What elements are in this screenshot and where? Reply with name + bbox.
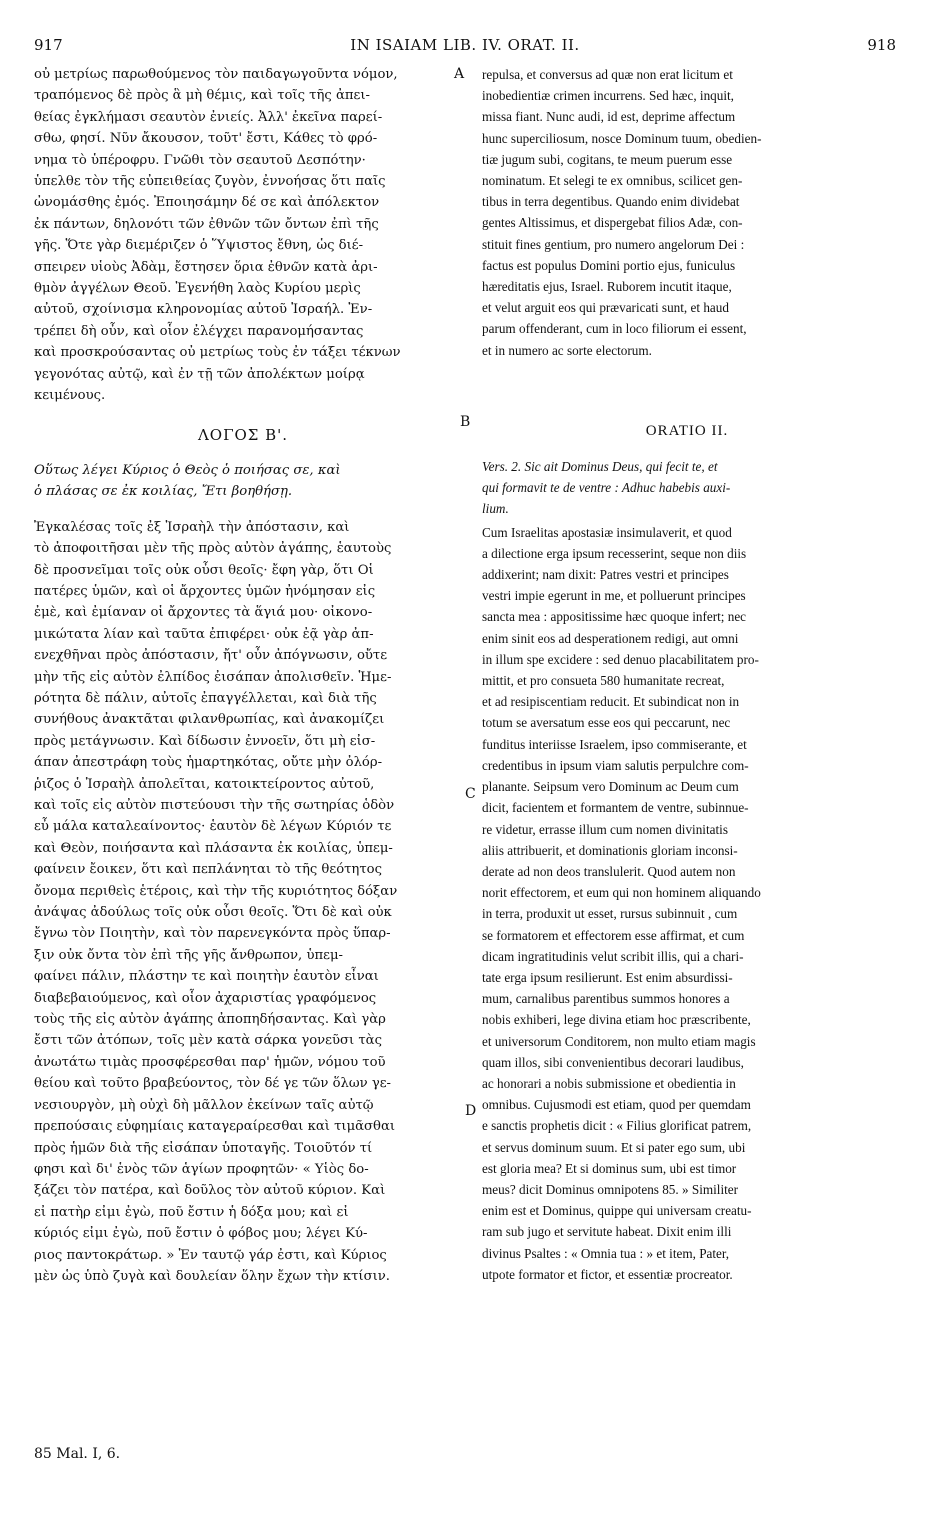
text-line: planante. Seipsum vero Dominum ac Deum cum bbox=[482, 779, 739, 795]
text-line: derate ad non deos translulerit. Quod autem non bbox=[482, 863, 736, 879]
text-line: θμὸν ἀγγέλων Θεοῦ. Ἐγενήθη λαὸς Κυρίου μερὶς bbox=[34, 281, 361, 297]
text-line: μὲν ὡς ὑπὸ ζυγὰ καὶ δουλείαν ὅλην ἔχων τὴν κτίσιν. bbox=[34, 1268, 390, 1284]
text-line: missa fiant. Nunc audi, id est, deprime affectum bbox=[482, 109, 736, 125]
text-line: ἔστι τῶν ἀτόπων, τοῖς μὲν κατὰ σάρκα γονεῦσι τὰς bbox=[34, 1033, 382, 1049]
text-line: tiæ jugum subi, cogitans, te meum puerum esse bbox=[482, 151, 733, 167]
text-line: repulsa, et conversus ad quæ non erat licitum et bbox=[482, 67, 733, 82]
text-line: gentes Altissimus, et dispergebat filios Adæ, con- bbox=[482, 215, 743, 231]
text-line: in illum spe excidere : sed denuo placabilitatem pro- bbox=[482, 651, 759, 667]
text-line: ῥιζος ὁ Ἰσραὴλ ἀπολεῖται, κατοικτείροντος αὐτοῦ, bbox=[34, 776, 375, 792]
text-line: norit effectorem, et eum qui non hominem aliquando bbox=[482, 885, 761, 901]
text-line: Ἐγκαλέσας τοῖς ἐξ Ἰσραὴλ τὴν ἀπόστασιν, καὶ bbox=[34, 519, 350, 535]
text-line: μικώτατα λίαν καὶ ταῦτα ἐπιφέρει· οὐκ ἐᾷ γὰρ ἀπ- bbox=[34, 626, 374, 642]
text-line: se formatorem et effectorem esse affirmat, et cum bbox=[482, 927, 745, 943]
text-line: εὖ μάλα καταλεαίνοντος· ἑαυτὸν δὲ λέγων Κύριόν τε bbox=[34, 819, 392, 835]
text-line: ἀνωτάτω τιμὰς προσφέρεσθαι παρ' ἡμῶν, νόμου τοῦ bbox=[34, 1054, 386, 1070]
text-line: τραπόμενος δὲ πρὸς ἃ μὴ θέμις, καὶ τοῖς τῆς ἀπει- bbox=[34, 88, 370, 104]
text-line: ξάζει τὸν πατέρα, καὶ δοῦλος τὸν αὐτοῦ κύριον. Καὶ bbox=[34, 1183, 386, 1199]
text-line: totum se aversatum esse eos qui peccarunt, nec bbox=[482, 715, 731, 731]
text-line: nominatum. Et selegi te ex omnibus, scilicet gen- bbox=[482, 173, 743, 189]
text-line: et velut arguit eos qui prævaricati sunt, et haud bbox=[482, 300, 729, 316]
text-line: νημα τὸ ὑπέροφρυ. Γνῶθι τὸν σεαυτοῦ Δεσπότην· bbox=[34, 152, 366, 168]
text-line: καὶ Θεὸν, ποιήσαντα καὶ πλάσαντα ἐκ κοιλίας, ὑπεμ- bbox=[34, 840, 393, 856]
text-line: ὠνομάσθης ἐμός. Ἐποιησάμην δέ σε καὶ ἀπόλεκτον bbox=[34, 195, 380, 211]
text-line: θείου καὶ τοῦτο βραβεύοντος, τὸν δέ γε τῶν ὅλων γε- bbox=[34, 1076, 391, 1092]
latin-verse bbox=[482, 456, 892, 520]
text-line: enim sinit eos ad desperationem redigi, aut omni bbox=[482, 630, 739, 646]
running-title: IN ISAIAM LIB. IV. ORAT. II. bbox=[350, 36, 580, 54]
text-line: et in numero ac sorte electorum. bbox=[482, 342, 652, 358]
greek-column bbox=[34, 64, 452, 1287]
text-line: et universorum Conditorem, non multo etiam magis bbox=[482, 1033, 756, 1049]
text-line: tate erga ipsum resilierunt. Est enim absurdissi- bbox=[482, 969, 733, 985]
text-line: ἐμὲ, καὶ ἐμίαναν οἱ ἄρχοντες τὰ ἅγιά μου· οἰκονο- bbox=[34, 605, 373, 621]
text-line: τὸ ἀποφοιτῆσαι μὲν τῆς πρὸς αὐτὸν ἀγάπης, ἑαυτοὺς bbox=[34, 541, 392, 557]
text-line: θείας ἐγκλήμασι σεαυτὸν ἐνιείς. Ἀλλ' ἐκεῖνα παρεί- bbox=[34, 109, 383, 125]
text-line: re videtur, errasse illum cum nomen divinitatis bbox=[482, 821, 728, 837]
text-line: πρεπούσαις εὐφημίαις καταγεραίρεσθαι καὶ τιμᾶσθαι bbox=[34, 1119, 396, 1135]
text-line: νεσιουργὸν, μὴ οὐχὶ δὴ μᾶλλον ἐκείνων ταῖς αὐτῷ bbox=[34, 1097, 374, 1113]
text-line: καὶ τοῖς εἰς αὐτὸν πιστεύουσι τὴν τῆς σωτηρίας ὁδὸν bbox=[34, 798, 395, 813]
latin-column bbox=[482, 64, 892, 1285]
text-line: τοὺς τῆς εἰς αὐτὸν ἀγάπης ἀποπηδήσαντας. Καὶ γὰρ bbox=[34, 1012, 386, 1028]
text-line: inobedientiæ crimen incurrens. Sed hæc, inquit, bbox=[482, 88, 734, 104]
text-line: ὑπελθε τὸν τῆς εὐπειθείας ζυγὸν, ἐννοήσας ὅτι παῖς bbox=[34, 174, 386, 190]
text-line: enim est et Dominus, quippe qui universam creatu- bbox=[482, 1203, 752, 1219]
text-line: dicam ingratitudinis velut scribit illis, qui a chari- bbox=[482, 948, 744, 964]
text-line: parum offenderant, cum in loco filiorum ei essent, bbox=[482, 321, 747, 337]
page-number-right: 918 bbox=[867, 36, 896, 54]
text-line: φαίνειν ἔοικεν, ὅτι καὶ πεπλάνηται τὸ τῆς θεότητος bbox=[34, 862, 382, 878]
text-line: εἰ πατὴρ εἰμι ἐγὼ, ποῦ ἔστιν ἡ δόξα μου; καὶ εἰ bbox=[34, 1204, 349, 1220]
text-line: διαβεβαιούμενος, καὶ οἷον ἀχαριστίας γραφόμενος bbox=[34, 990, 377, 1006]
text-line: καὶ προσκρούσαντας οὐ μετρίως τοὺς ἐν τάξει τέκνων bbox=[34, 345, 401, 361]
page-number-left: 917 bbox=[34, 36, 63, 54]
text-line: γῆς. Ὅτε γὰρ διεμέριζεν ὁ Ὕψιστος ἔθνη, ὡς διέ- bbox=[34, 238, 364, 254]
text-line: a dilectione erga ipsum recesserint, seque non diis bbox=[482, 545, 747, 561]
margin-letter-a: A bbox=[454, 66, 465, 82]
greek-verse bbox=[34, 460, 452, 503]
text-line: άπαν ἀπεστράφη τοὺς ἡμαρτηκότας, οὔτε μὴν ὀλόρ- bbox=[34, 755, 383, 771]
text-line: addixerint; nam dixit: Patres vestri et principes bbox=[482, 567, 729, 583]
text-line: φησι καὶ δι' ἑνὸς τῶν ἁγίων προφητῶν· « Υἱὸς δο- bbox=[34, 1161, 369, 1177]
margin-letter-c: C bbox=[465, 786, 476, 802]
text-line: mittit, et pro consueta 580 humanitate recreat, bbox=[482, 673, 725, 689]
text-line: ρότητα δὲ πάλιν, αὐτοῖς ἐπαγγέλλεται, καὶ διὰ τῆς bbox=[34, 690, 377, 706]
greek-body bbox=[34, 517, 452, 1288]
text-line: σπειρεν υἱοὺς Ἀδὰμ, ἔστησεν ὅρια ἐθνῶν κατὰ ἀρι- bbox=[34, 259, 378, 275]
text-line: Vers. 2. Sic ait Dominus Deus, qui fecit te, et bbox=[482, 459, 718, 475]
margin-letter-d: D bbox=[465, 1103, 477, 1119]
text-line: σθω, φησί. Νῦν ἄκουσον, τοῦτ' ἔστι, Κάθες τὸ φρό- bbox=[34, 131, 378, 147]
text-line: ενεχθῆναι πρὸς ἀπόστασιν, ἤτ' οὖν ἀπόγνωσιν, οὔτε bbox=[34, 648, 388, 664]
text-line: tibus in terra degentibus. Quando enim dividebat bbox=[482, 194, 740, 210]
text-line: ὁ πλάσας σε ἐκ κοιλίας, Ἔτι βοηθήσῃ. bbox=[34, 484, 293, 500]
text-line: συνήθους ἀνακτᾶται φιλανθρωπίας, καὶ ἀνακομίζει bbox=[34, 712, 385, 728]
text-line: δὲ προσνεῖμαι τοῖς οὐκ οὖσι θεοῖς· ἔφη γὰρ, ὅτι Οἱ bbox=[34, 562, 374, 578]
text-line: ἔγνω τὸν Ποιητὴν, καὶ τὸν παρενεγκόντα πρὸς ὕπαρ- bbox=[34, 926, 391, 942]
text-line: mum, carnalibus parentibus summos honores a bbox=[482, 991, 730, 1007]
text-line: φαίνει πάλιν, πλάστην τε καὶ ποιητὴν ἑαυτὸν εἶναι bbox=[34, 969, 379, 985]
text-line: dicit, facientem et formantem de ventre, subinnue- bbox=[482, 800, 749, 816]
text-line: est gloria mea? Et si dominus sum, ubi est timor bbox=[482, 1160, 737, 1176]
text-line: utpote formator et fictor, et essentiæ procreator. bbox=[482, 1266, 733, 1282]
text-line: divinus Psaltes : « Omnia tua : » et item, Pater, bbox=[482, 1245, 730, 1261]
text-line: πρὸς ἡμῶν διὰ τῆς εἰσάπαν ὑποταγῆς. Τοιοῦτόν τί bbox=[34, 1140, 373, 1156]
latin-top-paragraph bbox=[482, 64, 892, 361]
text-line: meus? dicit Dominus omnipotens 85. » Similiter bbox=[482, 1181, 739, 1197]
text-line: Cum Israelitas apostasiæ insimulaverit, et quod bbox=[482, 524, 732, 540]
text-line: μὴν τῆς εἰς αὐτὸν ἐλπίδος ἐισάπαν ἀπολισθεῖν. Ἡμε- bbox=[34, 669, 392, 685]
text-line: τρέπει δὴ οὖν, καὶ οἷον ἐλέγχει παρανομήσαντας bbox=[34, 323, 364, 339]
text-line: ram sub jugo et servitute habeat. Dixit enim illi bbox=[482, 1224, 732, 1240]
text-line: hæreditatis ejus, Israel. Ruborem incutit itaque, bbox=[482, 279, 732, 295]
text-line: ξιν οὐκ ὄντα τὸν ἐπὶ τῆς γῆς ἄνθρωπον, ὑπεμ- bbox=[34, 947, 343, 963]
text-line: γεγονότας αὐτῷ, καὶ ἐν τῇ τῶν ἀπολέκτων μοίρᾳ bbox=[34, 366, 365, 382]
text-line: nobis exhiberi, lege divina etiam hoc præscribente, bbox=[482, 1012, 751, 1028]
text-line: vestri impie egerunt in me, et polluerunt principes bbox=[482, 588, 746, 604]
text-line: ἐκ πάντων, δηλονότι τῶν ἐθνῶν τῶν ὄντων ἐπὶ τῆς bbox=[34, 216, 379, 232]
text-line: ριος παντοκράτωρ. » Ἐν ταυτῷ γάρ ἐστι, καὶ Κύριος bbox=[34, 1247, 387, 1263]
text-line: ἀνάψας ἀδούλως τοῖς οὐκ οὖσι θεοῖς. Ὅτι δὲ καὶ οὐκ bbox=[34, 905, 392, 921]
text-line: et servus dominum suum. Et si pater ego sum, ubi bbox=[482, 1139, 746, 1155]
text-line: e sanctis prophetis dicit : « Filius glorificat patrem, bbox=[482, 1118, 752, 1134]
text-line: ὄνομα περιθεὶς ἑτέροις, καὶ τὴν τῆς κυριότητος δόξαν bbox=[34, 883, 398, 899]
page-header bbox=[34, 36, 896, 62]
text-line: funditus interiisse Israelem, ipso commiserante, et bbox=[482, 736, 747, 752]
text-line: in terra, produxit ut esset, rursus subinnuit , cum bbox=[482, 906, 738, 922]
text-line: κειμένους. bbox=[34, 388, 106, 404]
text-line: πατέρες ὑμῶν, καὶ οἱ ἄρχοντες ὑμῶν ἠνόμησαν εἰς bbox=[34, 583, 376, 599]
text-line: αὐτοῦ, σχοίνισμα κληρονομίας αὐτοῦ Ἰσραήλ. Ἐν- bbox=[34, 302, 373, 318]
text-line: lium. bbox=[482, 501, 509, 517]
text-line: omnibus. Cujusmodi est etiam, quod per quemdam bbox=[482, 1097, 751, 1113]
margin-letter-b: B bbox=[460, 414, 471, 430]
text-line: hunc superciliosum, nosce Dominum tuum, obedien- bbox=[482, 130, 762, 146]
text-line: οὐ μετρίως παρωθούμενος τὸν παιδαγωγοῦντα νόμον, bbox=[34, 67, 398, 82]
text-line: quam illos, sibi convenientibus decorari laudibus, bbox=[482, 1054, 744, 1070]
text-line: aliis attribuerit, et dominationis gloriam inconsi- bbox=[482, 842, 738, 858]
greek-heading: ΛΟΓΟΣ Β'. bbox=[197, 425, 289, 444]
text-line: et ad resipiscentiam reducit. Et subindicat non in bbox=[482, 694, 740, 710]
text-line: ac honorari a nobis submissione et obedientia in bbox=[482, 1075, 736, 1091]
text-line: Οὕτως λέγει Κύριος ὁ Θεὸς ὁ ποιήσας σε, καὶ bbox=[34, 462, 341, 478]
footnote: 85 Mal. I, 6. bbox=[34, 1446, 121, 1462]
text-line: factus est populus Domini portio ejus, funiculus bbox=[482, 257, 736, 273]
latin-heading: ORATIO II. bbox=[645, 422, 729, 439]
text-line: stituit fines gentium, pro numero angelorum Dei : bbox=[482, 236, 745, 252]
text-line: κύριός εἰμι ἐγὼ, ποῦ ἔστιν ὁ φόβος μου; λέγει Κύ- bbox=[34, 1226, 368, 1242]
text-line: sancta mea : appositissime hæc quoque infert; nec bbox=[482, 609, 747, 625]
latin-body bbox=[482, 522, 892, 1285]
text-line: πρὸς μετάγνωσιν. Καὶ δίδωσιν ἐννοεῖν, ὅτι μὴ εἰσ- bbox=[34, 733, 376, 749]
text-line: qui formavit te de ventre : Adhuc habebis auxi- bbox=[482, 480, 731, 496]
text-line: credentibus in ipsum viam salutis perpulchre com- bbox=[482, 757, 749, 773]
greek-top-paragraph bbox=[34, 64, 452, 407]
